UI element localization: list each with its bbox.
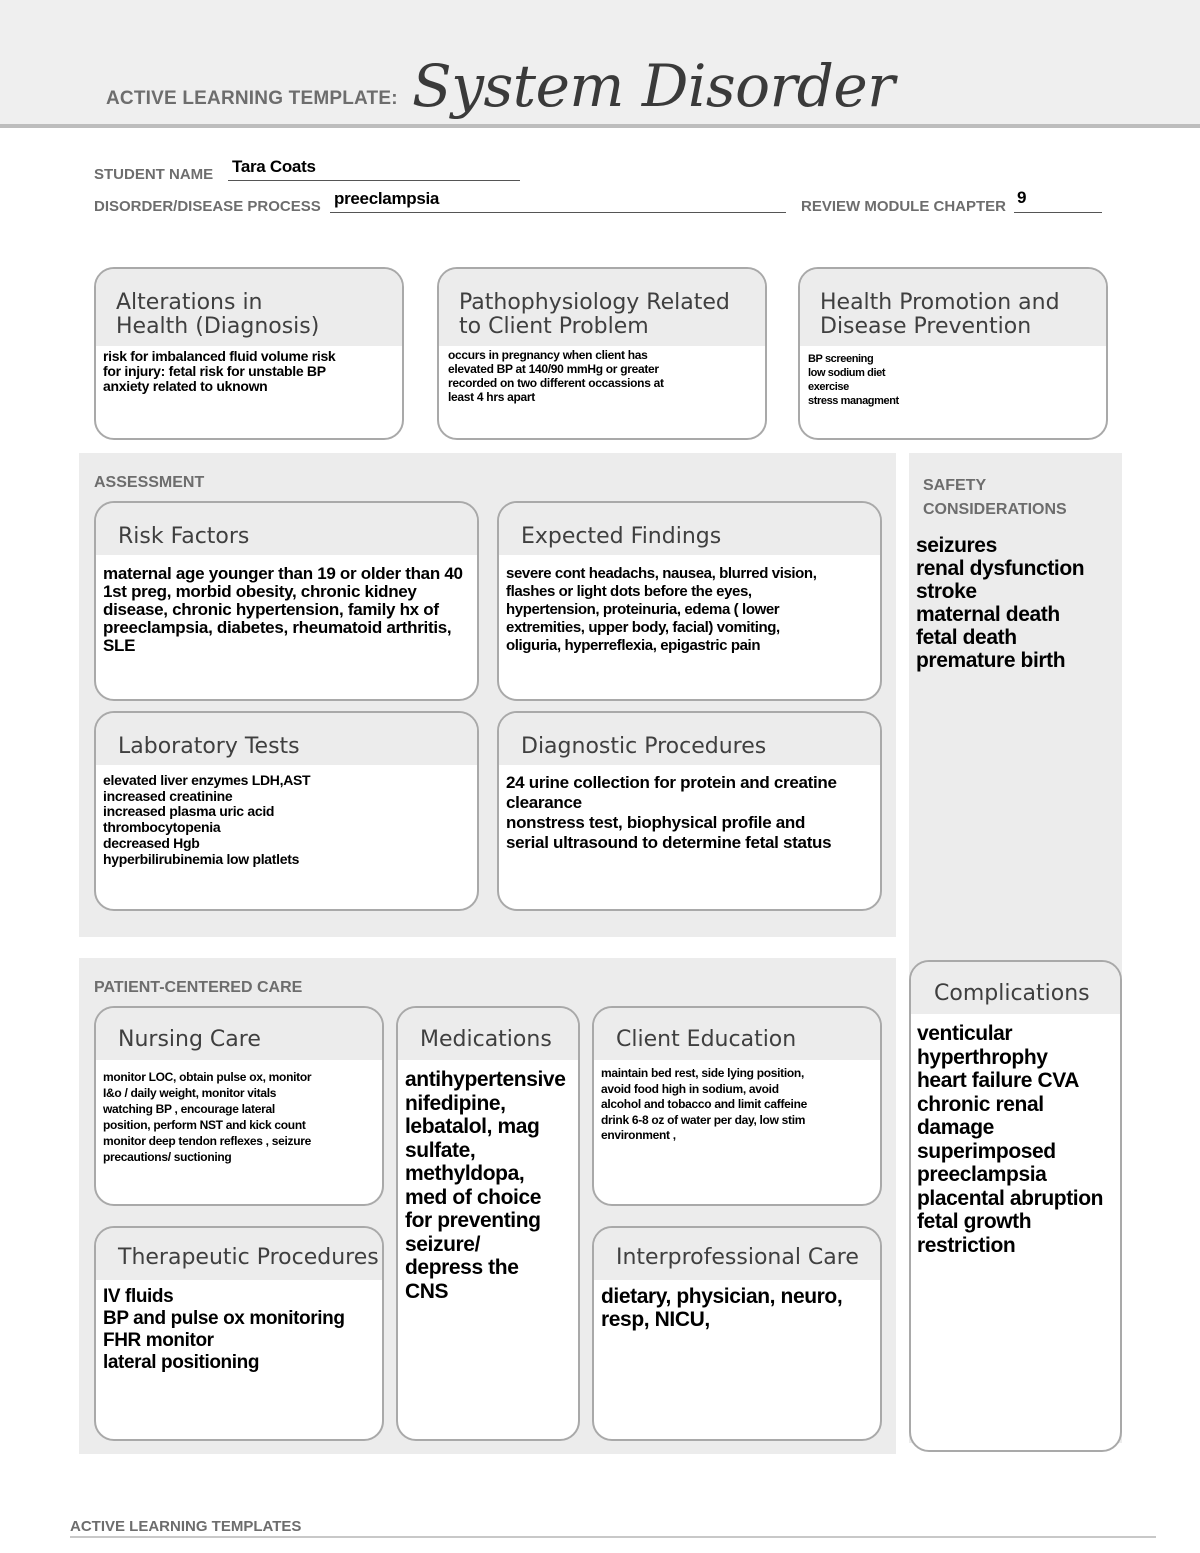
expected-findings-title: Expected Findings — [521, 524, 722, 549]
alterations-title: Alterations in Health (Diagnosis) — [116, 290, 320, 339]
chapter-label: REVIEW MODULE CHAPTER — [801, 198, 1007, 215]
pathophysiology-title: Pathophysiology Related to Client Problem — [459, 290, 730, 339]
laboratory-tests-title: Laboratory Tests — [118, 734, 300, 759]
therapeutic-procedures-body[interactable]: IV fluids BP and pulse ox monitoring FHR monitor lateral positioning — [103, 1286, 345, 1373]
template-label: ACTIVE LEARNING TEMPLATE: — [106, 88, 398, 109]
disorder-value[interactable]: preeclampsia — [334, 189, 440, 208]
chapter-line — [1014, 212, 1102, 213]
student-name-label: STUDENT NAME — [94, 166, 214, 183]
nursing-care-body[interactable]: monitor LOC, obtain pulse ox, monitor I&o / daily weight, monitor vitals watching BP , encourage lateral position, perform NST and kick count monitor deep tendon reflexes , seizure precautions/ suctioning — [103, 1070, 312, 1164]
safety-body[interactable]: seizures renal dysfunction stroke maternal death fetal death premature birth — [916, 534, 1085, 672]
pathophysiology-body[interactable]: occurs in pregnancy when client has elevated BP at 140/90 mmHg or greater recorded on two different occassions at least 4 hrs apart — [448, 348, 664, 404]
laboratory-tests-box — [94, 711, 479, 911]
safety-label: SAFETY CONSIDERATIONS — [923, 477, 1067, 518]
health-promotion-title: Health Promotion and Disease Prevention — [820, 290, 1060, 339]
diagnostic-procedures-box — [497, 711, 882, 911]
diagnostic-procedures-title: Diagnostic Procedures — [521, 734, 767, 759]
interprofessional-care-body[interactable]: dietary, physician, neuro, resp, NICU, — [601, 1285, 843, 1331]
expected-findings-box — [497, 501, 882, 701]
disorder-label: DISORDER/DISEASE PROCESS — [94, 198, 321, 215]
assessment-label: ASSESSMENT — [94, 474, 205, 491]
nursing-care-box — [94, 1006, 384, 1206]
interprofessional-care-title: Interprofessional Care — [616, 1245, 859, 1270]
medications-body[interactable]: antihypertensive nifedipine, lebatalol, mag sulfate, methyldopa, med of choice for preventing seizure/ depress the CNS — [405, 1068, 566, 1303]
therapeutic-procedures-title: Therapeutic Procedures — [118, 1245, 379, 1270]
chapter-value[interactable]: 9 — [1017, 188, 1027, 207]
pathophysiology-box — [437, 267, 767, 440]
therapeutic-procedures-box — [94, 1226, 384, 1441]
student-name-value[interactable]: Tara Coats — [232, 157, 316, 176]
nursing-care-title: Nursing Care — [118, 1027, 261, 1052]
student-name-line — [228, 180, 520, 181]
interprofessional-care-box — [592, 1226, 882, 1441]
client-education-body[interactable]: maintain bed rest, side lying position, avoid food high in sodium, avoid alcohol and tobacco and limit caffeine drink 6-8 oz of water per day, low stim environment , — [601, 1066, 807, 1142]
footer-line — [70, 1536, 1156, 1538]
medications-title: Medications — [420, 1027, 552, 1052]
complications-title: Complications — [934, 981, 1090, 1006]
laboratory-tests-body[interactable]: elevated liver enzymes LDH,AST increased creatinine increased plasma uric acid thrombocytopenia decreased Hgb hyperbilirubinemia low platlets — [103, 772, 311, 867]
alterations-body[interactable]: risk for imbalanced fluid volume risk for injury: fetal risk for unstable BP anxiety related to uknown — [103, 348, 336, 394]
complications-body[interactable]: venticular hyperthrophy heart failure CVA chronic renal damage superimposed preeclampsia placental abruption fetal growth restriction — [917, 1022, 1104, 1257]
client-education-box — [592, 1006, 882, 1206]
risk-factors-title: Risk Factors — [118, 524, 250, 549]
footer-label: ACTIVE LEARNING TEMPLATES — [70, 1518, 302, 1535]
alterations-box — [94, 267, 404, 440]
patient-care-label: PATIENT-CENTERED CARE — [94, 979, 303, 996]
disorder-line — [330, 212, 786, 213]
expected-findings-body[interactable]: severe cont headachs, nausea, blurred vision, flashes or light dots before the eyes, hypertension, proteinuria, edema ( lower extremities, upper body, facial) vomiting, oliguria, hyperreflexia, epigastric pain — [506, 565, 817, 654]
risk-factors-box — [94, 501, 479, 701]
health-promotion-body[interactable]: BP screening low sodium diet exercise stress managment — [808, 353, 899, 407]
client-education-title: Client Education — [616, 1027, 797, 1052]
risk-factors-body[interactable]: maternal age younger than 19 or older than 40 1st preg, morbid obesity, chronic kidney disease, chronic hypertension, family hx of preeclampsia, diabetes, rheumatoid arthritis, SLE — [103, 564, 463, 655]
health-promotion-box — [798, 267, 1108, 440]
medications-box — [396, 1006, 580, 1441]
page-title: System Disorder — [412, 52, 895, 120]
diagnostic-procedures-body[interactable]: 24 urine collection for protein and creatine clearance nonstress test, biophysical profile and serial ultrasound to determine fetal status — [506, 773, 837, 852]
complications-box — [909, 960, 1122, 1452]
